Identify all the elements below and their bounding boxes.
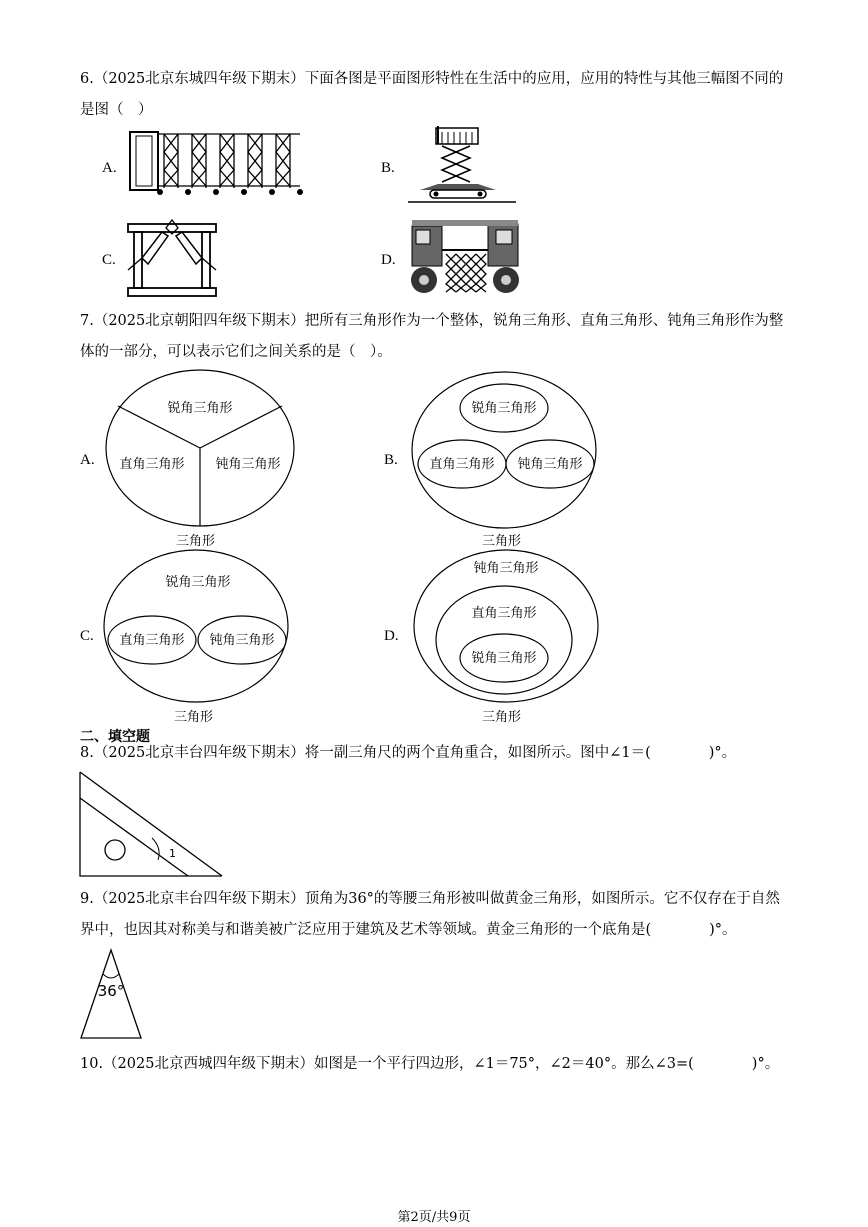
- question-9-text: 9.（2025北京丰台四年级下期末）顶角为36°的等腰三角形被叫做黄金三角形，如图所示。它不仅存在于自然界中，也因其对称美与和谐美被广泛应用于建筑及艺术等领域。黄金三角形的一个底角是( )°。: [80, 891, 780, 938]
- q7c-obtuse-label: 钝角三角形: [209, 633, 275, 648]
- section-fill-in-title: 二、填空题: [80, 729, 150, 745]
- q7-diagram-d: [410, 544, 602, 708]
- q7-diagram-b: [408, 366, 600, 536]
- q7-option-b-label: B.: [384, 452, 398, 468]
- q7-diagram-c: [100, 544, 292, 708]
- q7-option-a-label: A.: [80, 452, 95, 468]
- q7a-right-label: 直角三角形: [119, 457, 185, 472]
- q6-option-c-label: C.: [102, 252, 116, 268]
- q6-retractable-gate-figure: [128, 128, 306, 200]
- q6-option-b-label: B.: [381, 160, 395, 176]
- q6-option-d-label: D.: [381, 252, 396, 268]
- q8-set-squares-figure: [78, 770, 226, 880]
- q9-golden-triangle-figure: [78, 948, 144, 1042]
- q7d-acute-label: 锐角三角形: [471, 651, 537, 666]
- q7b-acute-label: 锐角三角形: [471, 401, 537, 416]
- q7b-whole-label: 三角形: [482, 534, 522, 549]
- q7d-whole-label: 三角形: [482, 710, 522, 725]
- question-10-text: 10.（2025北京西城四年级下期末）如图是一个平行四边形，∠1＝75°，∠2＝40°。那么∠3=( )°。: [80, 1056, 780, 1072]
- q7d-obtuse-label: 钝角三角形: [473, 561, 539, 576]
- q6-option-a-label: A.: [102, 160, 117, 176]
- q6-table-brace-figure: [126, 218, 218, 300]
- q6-scissor-lift-figure: [406, 126, 518, 208]
- q7-option-c-label: C.: [80, 628, 94, 644]
- q7c-whole-label: 三角形: [174, 710, 214, 725]
- q7a-acute-label: 锐角三角形: [167, 401, 233, 416]
- q8-angle-1-label: 1: [169, 847, 176, 860]
- q6-truck-coupling-figure: [410, 220, 520, 298]
- q7c-right-label: 直角三角形: [119, 633, 185, 648]
- question-8-text: 8.（2025北京丰台四年级下期末）将一副三角尺的两个直角重合，如图所示。图中∠1＝( )°。: [80, 745, 737, 761]
- q7c-acute-label: 锐角三角形: [165, 575, 231, 590]
- q7b-obtuse-label: 钝角三角形: [517, 457, 583, 472]
- q7a-whole-label: 三角形: [176, 534, 216, 549]
- q9-angle-label: 36°: [97, 982, 125, 1000]
- page-number: 第2页/共9页: [397, 1210, 471, 1225]
- question-7-text: 7.（2025北京朝阳四年级下期末）把所有三角形作为一个整体，锐角三角形、直角三角形、钝角三角形作为整体的一部分，可以表示它们之间关系的是（ ）。: [80, 313, 784, 360]
- q7a-obtuse-label: 钝角三角形: [215, 457, 281, 472]
- q7-diagram-a: [102, 366, 298, 536]
- question-6-text: 6.（2025北京东城四年级下期末）下面各图是平面图形特性在生活中的应用，应用的特性与其他三幅图不同的是图（ ）: [80, 71, 784, 118]
- q7d-right-label: 直角三角形: [471, 606, 537, 621]
- q7-option-d-label: D.: [384, 628, 399, 644]
- q7b-right-label: 直角三角形: [429, 457, 495, 472]
